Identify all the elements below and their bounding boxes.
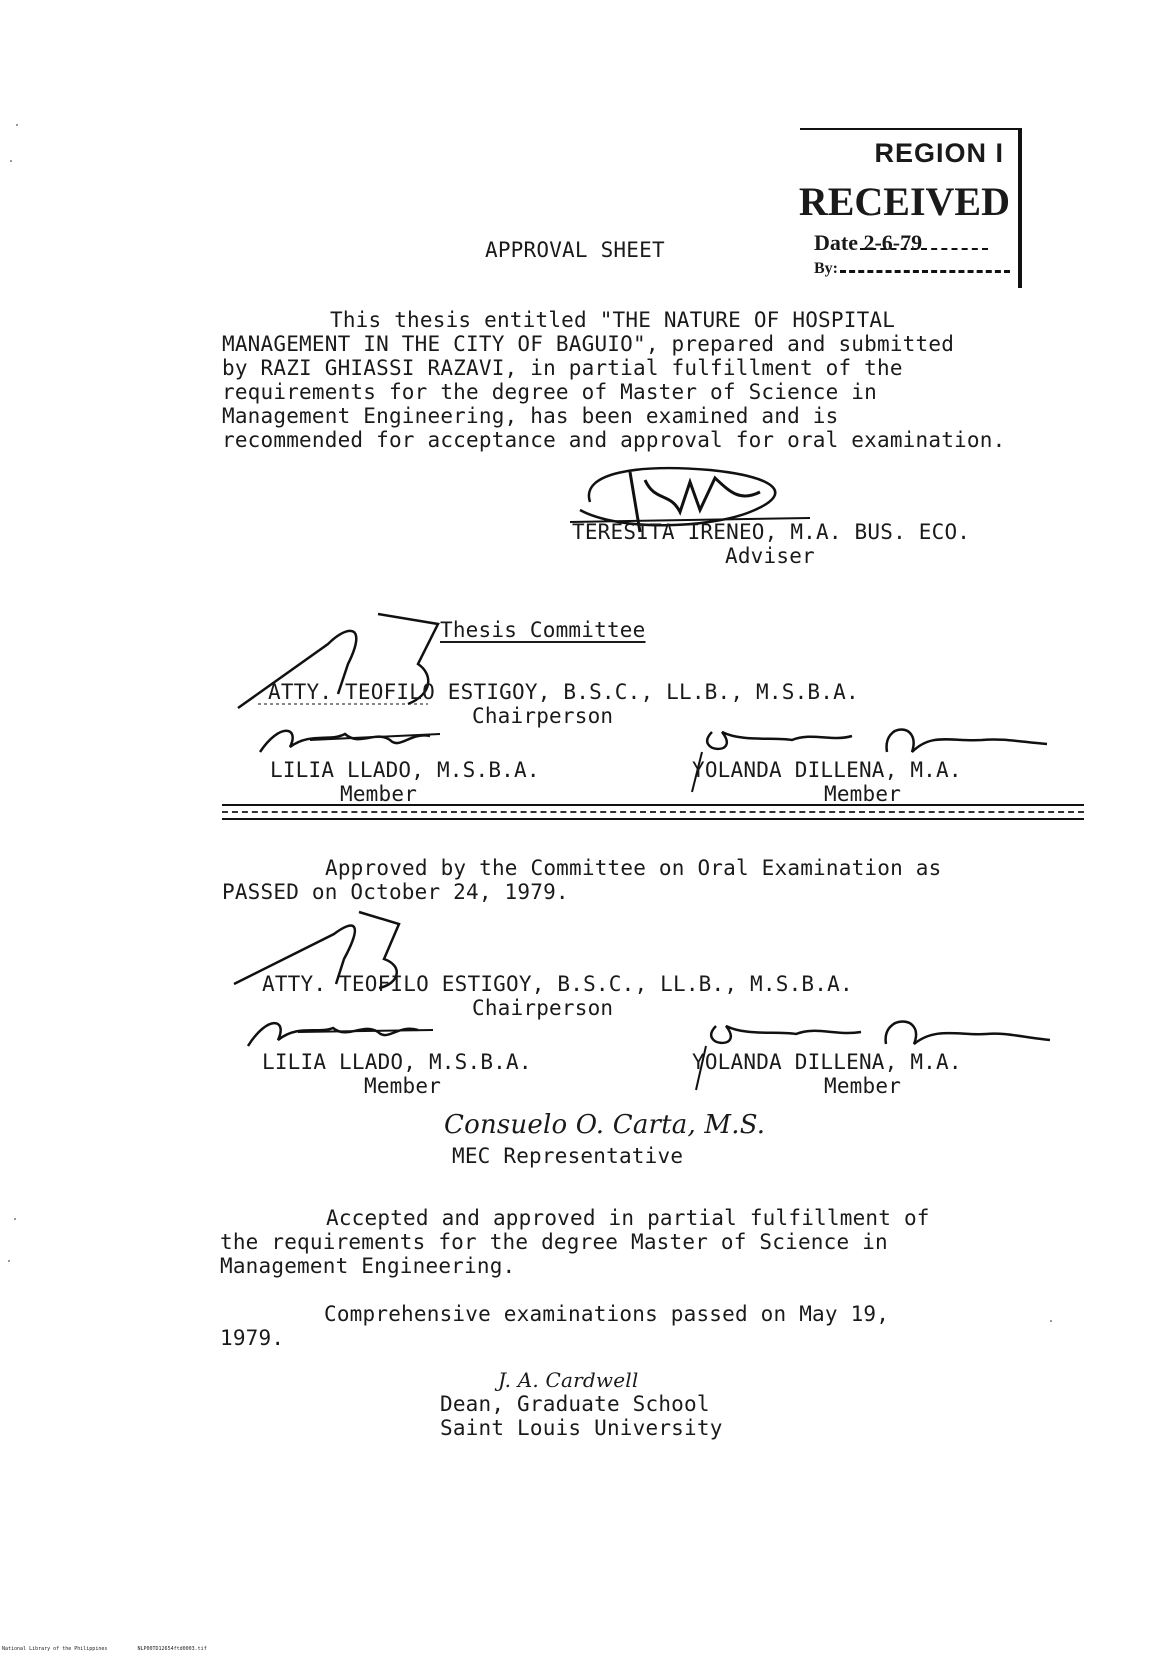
committee-member1-role: Member xyxy=(340,782,418,806)
stamp-received: RECEIVED xyxy=(798,179,1010,224)
comprehensive-line: 1979. xyxy=(220,1326,285,1350)
scan-speck xyxy=(1050,1320,1052,1322)
adviser-role: Adviser xyxy=(725,544,815,568)
committee-chair-role: Chairperson xyxy=(472,704,614,728)
dean-institution: Saint Louis University xyxy=(440,1416,723,1440)
stamp-by-label: By: xyxy=(814,260,838,277)
committee-member1-name: LILIA LLADO, M.S.B.A. xyxy=(270,758,540,782)
intro-line: This thesis entitled "THE NATURE OF HOSPITAL xyxy=(330,308,896,332)
oral-line: PASSED on October 24, 1979. xyxy=(222,880,569,904)
dean-title: Dean, Graduate School xyxy=(440,1392,710,1416)
intro-line: recommended for acceptance and approval for oral examination. xyxy=(222,428,1006,452)
oral-member1-role: Member xyxy=(364,1074,442,1098)
oral-member1-name: LILIA LLADO, M.S.B.A. xyxy=(262,1050,532,1074)
divider-middle xyxy=(222,811,1084,813)
mec-role: MEC Representative xyxy=(452,1144,684,1168)
stamp-date xyxy=(814,230,922,256)
oral-member2-role: Member xyxy=(824,1074,902,1098)
accepted-line: Management Engineering. xyxy=(220,1254,516,1278)
comprehensive-line: Comprehensive examinations passed on May 19, xyxy=(324,1302,890,1326)
adviser-name: TERESITA IRENEO, M.A. BUS. ECO. xyxy=(572,520,971,544)
oral-member1-signature xyxy=(238,1014,438,1054)
committee-heading: Thesis Committee xyxy=(440,618,646,642)
intro-line: Management Engineering, has been examined and is xyxy=(222,404,839,428)
mec-signature: Consuelo O. Carta, M.S. xyxy=(444,1110,766,1140)
stamp-region: REGION I xyxy=(874,138,1004,168)
oral-chair-role: Chairperson xyxy=(472,996,614,1020)
accepted-line: the requirements for the degree Master of Science in xyxy=(220,1230,888,1254)
dean-signature: J. A. Cardwell xyxy=(498,1368,639,1392)
scan-speck xyxy=(16,124,18,126)
scan-speck xyxy=(8,1260,10,1262)
intro-line: MANAGEMENT IN THE CITY OF BAGUIO", prepared and submitted xyxy=(222,332,955,356)
oral-member2-name: YOLANDA DILLENA, M.A. xyxy=(692,1050,962,1074)
committee-member2-role: Member xyxy=(824,782,902,806)
scan-speck xyxy=(10,160,12,162)
divider-bottom xyxy=(222,818,1084,820)
stamp-date-label: Date xyxy=(814,230,858,255)
received-stamp xyxy=(800,128,1022,288)
oral-line: Approved by the Committee on Oral Examination as xyxy=(325,856,942,880)
footer-library: National Library of the Philippines xyxy=(2,1646,108,1652)
scan-speck xyxy=(14,1218,16,1220)
stamp-date-value: 2-6-79 xyxy=(863,230,923,255)
oral-chair-name: ATTY. TEOFILO ESTIGOY, B.S.C., LL.B., M.S.B.A. xyxy=(262,972,853,996)
divider-top xyxy=(222,804,1084,806)
scan-footer xyxy=(2,1646,207,1652)
footer-file: NLP00TD12654ftd0003.tif xyxy=(137,1646,207,1652)
intro-line: requirements for the degree of Master of Science in xyxy=(222,380,877,404)
intro-line: by RAZI GHIASSI RAZAVI, in partial fulfillment of the xyxy=(222,356,903,380)
accepted-line: Accepted and approved in partial fulfillment of xyxy=(326,1206,930,1230)
committee-member2-name: YOLANDA DILLENA, M.A. xyxy=(692,758,962,782)
page-title: APPROVAL SHEET xyxy=(485,238,665,262)
committee-chair-name: ATTY. TEOFILO ESTIGOY, B.S.C., LL.B., M.S.B.A. xyxy=(268,680,859,704)
stamp-date-line xyxy=(860,248,988,250)
stamp-by-line xyxy=(840,270,1010,273)
member1-signature xyxy=(250,722,450,762)
